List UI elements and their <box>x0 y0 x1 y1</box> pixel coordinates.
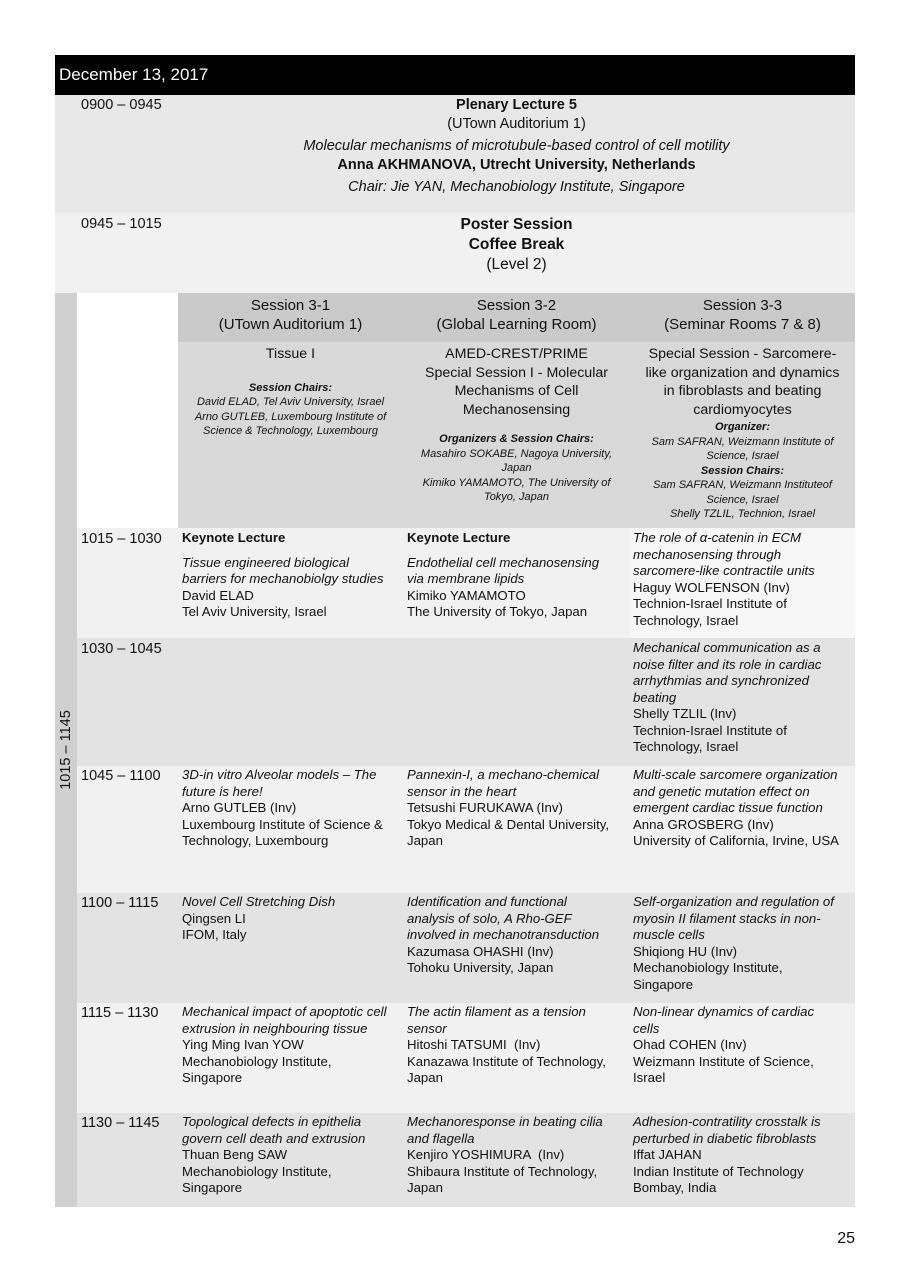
session-3-2-venue: (Global Learning Room) <box>436 316 597 333</box>
speaker-affiliation: Kanazawa Institute of Technology, <box>407 1053 606 1069</box>
keynote-label: Keynote Lecture <box>182 530 286 545</box>
talk-title: beating <box>633 689 677 705</box>
session-3-3-title-line: like organization and dynamics <box>645 364 840 381</box>
speaker-affiliation: Technion-Israel Institute of <box>633 722 787 738</box>
talk-title: via membrane lipids <box>407 571 525 586</box>
plenary-chair: Chair: Jie YAN, Mechanobiology Institute, Singapore <box>348 179 685 195</box>
speaker-name: Kazumasa OHASHI (Inv) <box>407 943 554 959</box>
speaker-affiliation: Indian Institute of Technology <box>633 1163 804 1179</box>
talk-title: Novel Cell Stretching Dish <box>182 894 336 909</box>
poster-session-label: Poster Session <box>460 216 573 233</box>
session-3-3-header <box>630 296 855 334</box>
session-3-1-detail: Science & Technology, Luxembourg <box>203 425 378 437</box>
talk-title: muscle cells <box>633 927 705 942</box>
talk-cell <box>633 1114 855 1197</box>
session-3-3-title-line: Special Session - Sarcomere- <box>648 346 837 362</box>
talk-cell <box>182 894 403 944</box>
speaker-affiliation: Tel Aviv University, Israel <box>182 604 327 619</box>
slot-time: 1015 – 1030 <box>81 531 162 547</box>
slot-time: 1115 – 1130 <box>81 1005 159 1021</box>
session-3-3-detail: Science, Israel <box>706 493 779 506</box>
session-3-1-detail: Arno GUTLEB, Luxembourg Institute of <box>194 410 387 423</box>
session-3-3-detail: Shelly TZLIL, Technion, Israel <box>669 508 816 520</box>
talk-title: Mechanoresponse in beating cilia <box>407 1114 603 1129</box>
slot-time: 1130 – 1145 <box>81 1115 160 1131</box>
speaker-affiliation: Technion-Israel Institute of <box>633 596 787 611</box>
speaker-affiliation: The University of Tokyo, Japan <box>407 604 588 619</box>
session-3-1-detail: David ELAD, Tel Aviv University, Israel <box>196 396 385 408</box>
speaker-affiliation: Technology, Israel <box>633 612 739 628</box>
session-3-1-venue: (UTown Auditorium 1) <box>218 316 363 333</box>
talk-title: and genetic mutation effect on <box>633 783 810 799</box>
talk-cell <box>407 1114 629 1197</box>
speaker-name: Ohad COHEN (Inv) <box>633 1037 747 1052</box>
speaker-affiliation: Technology, Israel <box>633 739 739 754</box>
talk-title: Endothelial cell mechanosensing <box>407 554 600 570</box>
speaker-name: Shiqiong HU (Inv) <box>633 943 738 959</box>
speaker-affiliation: Singapore <box>182 1180 243 1195</box>
speaker-name: Haguy WOLFENSON (Inv) <box>633 579 790 595</box>
talk-cell <box>407 530 629 621</box>
slot-time: 1100 – 1115 <box>81 895 159 911</box>
speaker-affiliation: Israel <box>633 1070 666 1085</box>
speaker-name: Kimiko YAMAMOTO <box>407 587 526 603</box>
speaker-name: Tetsushi FURUKAWA (Inv) <box>407 800 563 815</box>
session-3-1-name: Session 3-1 <box>250 297 331 314</box>
session-3-1-info <box>180 345 401 439</box>
speaker-affiliation: Luxembourg Institute of Science & <box>182 816 383 832</box>
speaker-name: Arno GUTLEB (Inv) <box>182 800 297 815</box>
talk-title: extrusion in neighbouring tissue <box>182 1020 368 1036</box>
date-title: December 13, 2017 <box>59 65 209 84</box>
talk-title: Tissue engineered biological <box>182 554 350 570</box>
speaker-affiliation: Mechanobiology Institute, <box>182 1053 332 1069</box>
session-3-3-venue: (Seminar Rooms 7 & 8) <box>664 316 821 333</box>
session-3-3-detail-heading: Organizer: <box>714 421 770 433</box>
plenary-time: 0900 – 0945 <box>81 97 162 113</box>
session-3-2-detail: Masahiro SOKABE, Nagoya University, <box>420 447 613 460</box>
talk-title: Topological defects in epithelia <box>182 1114 362 1129</box>
talk-title: Non-linear dynamics of cardiac <box>633 1004 815 1019</box>
speaker-affiliation: Japan <box>407 1070 443 1085</box>
speaker-affiliation: University of California, Irvine, USA <box>633 833 839 848</box>
session-3-3-info <box>632 345 853 522</box>
speaker-name: David ELAD <box>182 587 254 603</box>
talk-title: Mechanical impact of apoptotic cell <box>182 1004 387 1019</box>
talk-title: analysis of solo, A Rho-GEF <box>407 910 572 926</box>
speaker-name: Thuan Beng SAW <box>182 1147 288 1162</box>
speaker-affiliation: Tokyo Medical & Dental University, <box>407 816 610 832</box>
talk-cell <box>182 530 402 621</box>
session-3-1-title: Tissue I <box>265 346 316 362</box>
plenary-speaker: Anna AKHMANOVA, Utrecht University, Netherlands <box>337 157 696 173</box>
coffee-break-label: Coffee Break <box>468 236 565 253</box>
keynote-label: Keynote Lecture <box>407 530 511 545</box>
talk-cell <box>633 894 855 993</box>
plenary-talk-title: Molecular mechanisms of microtubule-based control of cell motility <box>303 138 730 154</box>
talk-cell <box>407 894 629 977</box>
talk-cell <box>182 1004 403 1087</box>
poster-block <box>178 215 855 275</box>
session-3-2-detail-heading: Organizers & Session Chairs: <box>439 433 594 445</box>
plenary-venue: (UTown Auditorium 1) <box>447 116 586 132</box>
block-time-label: 1015 – 1145 <box>58 710 74 790</box>
talk-title: govern cell death and extrusion <box>182 1130 366 1146</box>
talk-cell <box>633 1004 855 1087</box>
speaker-affiliation: Weizmann Institute of Science, <box>633 1053 814 1069</box>
talk-cell <box>633 767 855 850</box>
session-3-2-detail: Japan <box>501 462 532 474</box>
talk-title: mechanosensing through <box>633 546 782 562</box>
session-3-3-name: Session 3-3 <box>702 297 783 314</box>
talk-title: arrhythmias and synchronized <box>633 673 809 688</box>
talk-title: involved in mechanotransduction <box>407 927 600 942</box>
speaker-affiliation: IFOM, Italy <box>182 927 247 942</box>
slot-time: 1030 – 1045 <box>81 641 162 657</box>
talk-title: perturbed in diabetic fibroblasts <box>633 1130 817 1146</box>
session-3-2-info <box>406 345 627 505</box>
plenary-block <box>178 96 855 197</box>
talk-title: and flagella <box>407 1130 475 1146</box>
speaker-name: Iffat JAHAN <box>633 1147 702 1162</box>
talk-cell <box>407 767 629 850</box>
session-3-2-title-line: Mechanosensing <box>462 401 571 418</box>
speaker-name: Qingsen LI <box>182 910 246 926</box>
talk-title: future is here! <box>182 783 263 799</box>
session-3-2-detail: Tokyo, Japan <box>483 491 550 503</box>
speaker-name: Anna GROSBERG (Inv) <box>633 816 774 832</box>
speaker-affiliation: Technology, Luxembourg <box>182 833 329 848</box>
talk-title: 3D-in vitro Alveolar models – The <box>182 767 377 782</box>
session-3-3-detail-heading: Session Chairs: <box>700 464 785 477</box>
session-3-1-header <box>178 296 403 334</box>
speaker-name: Shelly TZLIL (Inv) <box>633 706 737 721</box>
speaker-affiliation: Japan <box>407 833 443 848</box>
session-3-1-detail-heading: Session Chairs: <box>248 381 333 394</box>
plenary-title: Plenary Lecture 5 <box>456 97 577 113</box>
session-3-2-detail: Kimiko YAMAMOTO, The University of <box>422 476 611 489</box>
speaker-affiliation: Japan <box>407 1180 443 1195</box>
speaker-name: Kenjiro YOSHIMURA (Inv) <box>407 1147 565 1162</box>
speaker-affiliation: Mechanobiology Institute, <box>182 1163 332 1179</box>
session-3-3-title-line: cardiomyocytes <box>693 401 792 418</box>
speaker-name: Hitoshi TATSUMI (Inv) <box>407 1037 541 1052</box>
page-number: 25 <box>837 1230 855 1247</box>
talk-title: sarcomere-like contractile units <box>633 563 815 578</box>
session-3-2-title-line: AMED-CREST/PRIME <box>445 346 588 362</box>
session-3-2-header <box>404 296 629 334</box>
speaker-affiliation: Bombay, India <box>633 1180 717 1195</box>
talk-title: cells <box>633 1020 660 1036</box>
talk-cell <box>633 640 855 756</box>
session-3-2-title-line: Mechanisms of Cell <box>454 383 579 399</box>
talk-title: The role of α-catenin in ECM <box>633 530 802 545</box>
session-3-3-detail: Sam SAFRAN, Weizmann Institute of <box>651 435 834 448</box>
talk-title: Adhesion-contratility crosstalk is <box>633 1114 821 1129</box>
speaker-affiliation: Singapore <box>633 976 694 992</box>
talk-cell <box>633 530 855 629</box>
poster-location: (Level 2) <box>486 256 547 273</box>
session-3-3-title-line: in fibroblasts and beating <box>663 383 822 399</box>
session-3-2-name: Session 3-2 <box>476 297 557 314</box>
talk-title: Self-organization and regulation of <box>633 894 834 909</box>
talk-title: myosin II filament stacks in non- <box>633 910 821 926</box>
session-3-2-title-line: Special Session I - Molecular <box>425 364 608 381</box>
talk-cell <box>182 1114 403 1197</box>
talk-title: The actin filament as a tension <box>407 1004 586 1019</box>
talk-title: Identification and functional <box>407 894 567 909</box>
speaker-name: Ying Ming Ivan YOW <box>182 1037 304 1052</box>
session-3-3-detail: Sam SAFRAN, Weizmann Instituteof <box>653 479 832 491</box>
talk-title: noise filter and its role in cardiac <box>633 656 822 672</box>
talk-title: Pannexin-I, a mechano-chemical <box>407 767 600 782</box>
poster-time: 0945 – 1015 <box>81 216 162 232</box>
talk-title: emergent cardiac tissue function <box>633 800 823 815</box>
speaker-affiliation: Singapore <box>182 1070 243 1085</box>
talk-title: Mechanical communication as a <box>633 640 821 655</box>
talk-title: barriers for mechanobiolgy studies <box>182 571 384 586</box>
speaker-affiliation: Mechanobiology Institute, <box>633 960 783 975</box>
talk-cell <box>407 1004 629 1087</box>
slot-time: 1045 – 1100 <box>81 768 161 784</box>
talk-title: Multi-scale sarcomere organization <box>633 767 838 782</box>
session-3-3-detail: Science, Israel <box>706 450 779 462</box>
talk-title: sensor in the heart <box>407 783 517 799</box>
talk-cell <box>182 767 403 850</box>
speaker-affiliation: Shibaura Institute of Technology, <box>407 1163 598 1179</box>
speaker-affiliation: Tohoku University, Japan <box>407 960 554 975</box>
talk-title: sensor <box>407 1020 447 1036</box>
